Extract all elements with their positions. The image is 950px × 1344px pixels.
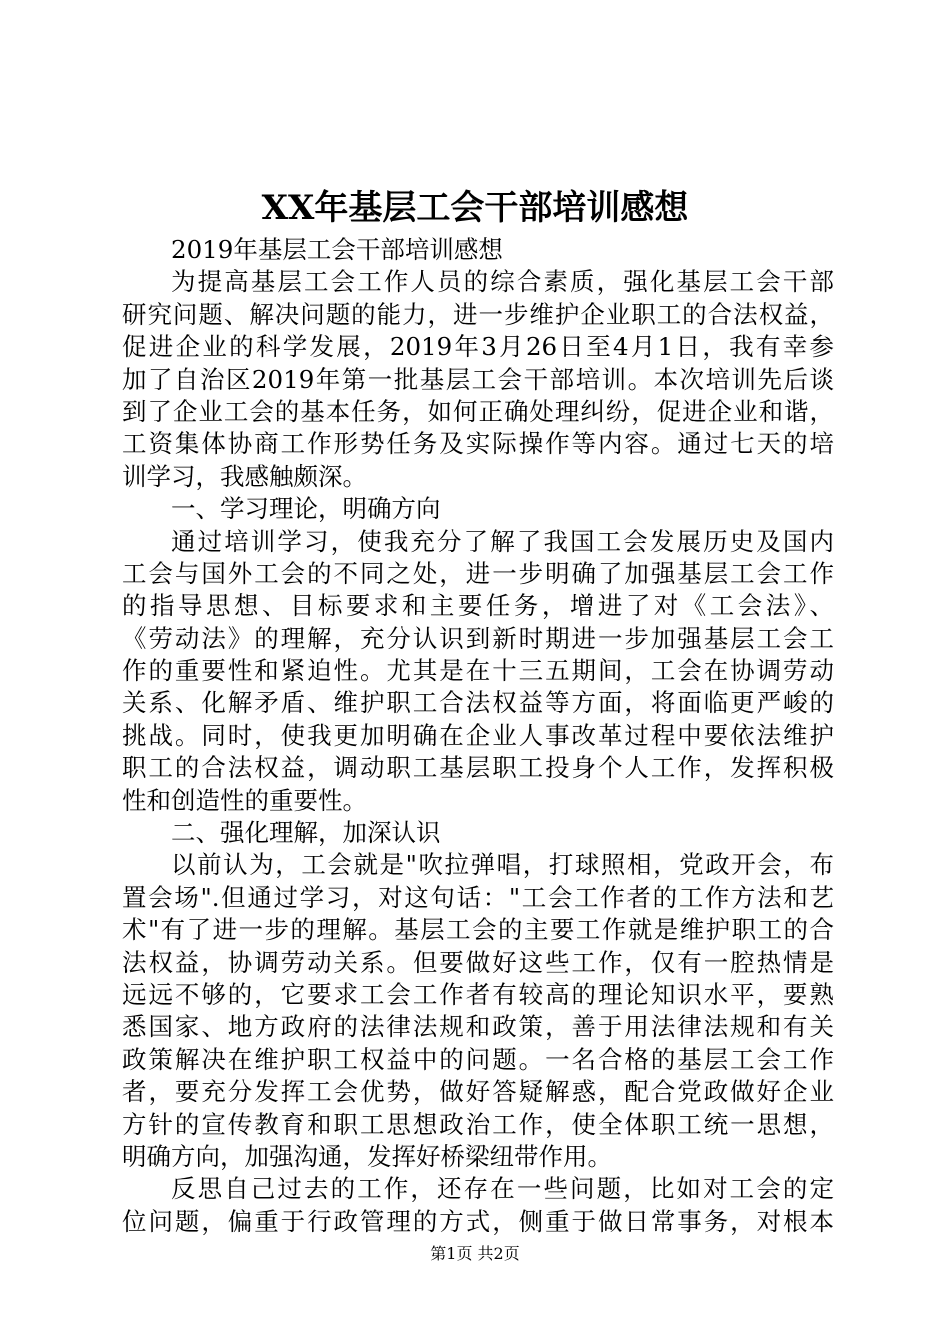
paragraph-line: 性和创造性的重要性。 <box>122 785 367 815</box>
paragraph-line: 以前认为，工会就是"吹拉弹唱，打球照相，党政开会，布 <box>171 850 834 880</box>
section-heading: 一、学习理论，明确方向 <box>171 494 441 524</box>
paragraph-line: 术"有了进一步的理解。基层工会的主要工作就是维护职工的合 <box>122 915 834 945</box>
paragraph-line: 位问题，偏重于行政管理的方式，侧重于做日常事务，对根本 <box>122 1206 834 1236</box>
paragraph-line: 研究问题、解决问题的能力，进一步维护企业职工的合法权益， <box>122 299 834 329</box>
paragraph-line: 训学习，我感触颇深。 <box>122 461 367 491</box>
paragraph-line: 加了自治区2019年第一批基层工会干部培训。本次培训先后谈 <box>122 364 834 394</box>
paragraph-line: 远远不够的，它要求工会工作者有较高的理论知识水平，要熟 <box>122 979 834 1009</box>
paragraph-line: 挑战。同时，使我更加明确在企业人事改革过程中要依法维护 <box>122 720 834 750</box>
paragraph-line: 通过培训学习，使我充分了解了我国工会发展历史及国内 <box>171 526 834 556</box>
paragraph-line: 《劳动法》的理解，充分认识到新时期进一步加强基层工会工 <box>122 623 834 653</box>
paragraph-line: 反思自己过去的工作，还存在一些问题，比如对工会的定 <box>171 1174 834 1204</box>
section-heading: 二、强化理解，加深认识 <box>171 818 441 848</box>
document-title: XX年基层工会干部培训感想 <box>261 188 689 228</box>
paragraph-line: 到了企业工会的基本任务，如何正确处理纠纷，促进企业和谐， <box>122 396 834 426</box>
paragraph-line: 为提高基层工会工作人员的综合素质，强化基层工会干部 <box>171 267 834 297</box>
subtitle-line: 2019年基层工会干部培训感想 <box>171 235 503 264</box>
paragraph-line: 作的重要性和紧迫性。尤其是在十三五期间，工会在协调劳动 <box>122 656 834 686</box>
paragraph-line: 法权益，协调劳动关系。但要做好这些工作，仅有一腔热情是 <box>122 947 834 977</box>
paragraph-line: 明确方向，加强沟通，发挥好桥梁纽带作用。 <box>122 1141 612 1171</box>
paragraph-line: 工会与国外工会的不同之处，进一步明确了加强基层工会工作 <box>122 558 834 588</box>
paragraph-line: 置会场".但通过学习，对这句话："工会工作者的工作方法和艺 <box>122 882 834 912</box>
paragraph-line: 的指导思想、目标要求和主要任务，增进了对《工会法》、 <box>122 591 834 621</box>
paragraph-line: 促进企业的科学发展，2019年3月26日至4月1日，我有幸参 <box>122 332 834 362</box>
paragraph-line: 方针的宣传教育和职工思想政治工作，使全体职工统一思想， <box>122 1109 834 1139</box>
paragraph-line: 关系、化解矛盾、维护职工合法权益等方面，将面临更严峻的 <box>122 688 834 718</box>
document-body <box>122 234 834 1238</box>
paragraph-line: 悉国家、地方政府的法律法规和政策，善于用法律法规和有关 <box>122 1012 834 1042</box>
page-footer: 第1页 共2页 <box>430 1244 520 1263</box>
paragraph-line: 工资集体协商工作形势任务及实际操作等内容。通过七天的培 <box>122 429 834 459</box>
paragraph-line: 职工的合法权益，调动职工基层职工投身个人工作，发挥积极 <box>122 753 834 783</box>
paragraph-line: 者，要充分发挥工会优势，做好答疑解惑，配合党政做好企业 <box>122 1077 834 1107</box>
paragraph-line: 政策解决在维护职工权益中的问题。一名合格的基层工会工作 <box>122 1044 834 1074</box>
